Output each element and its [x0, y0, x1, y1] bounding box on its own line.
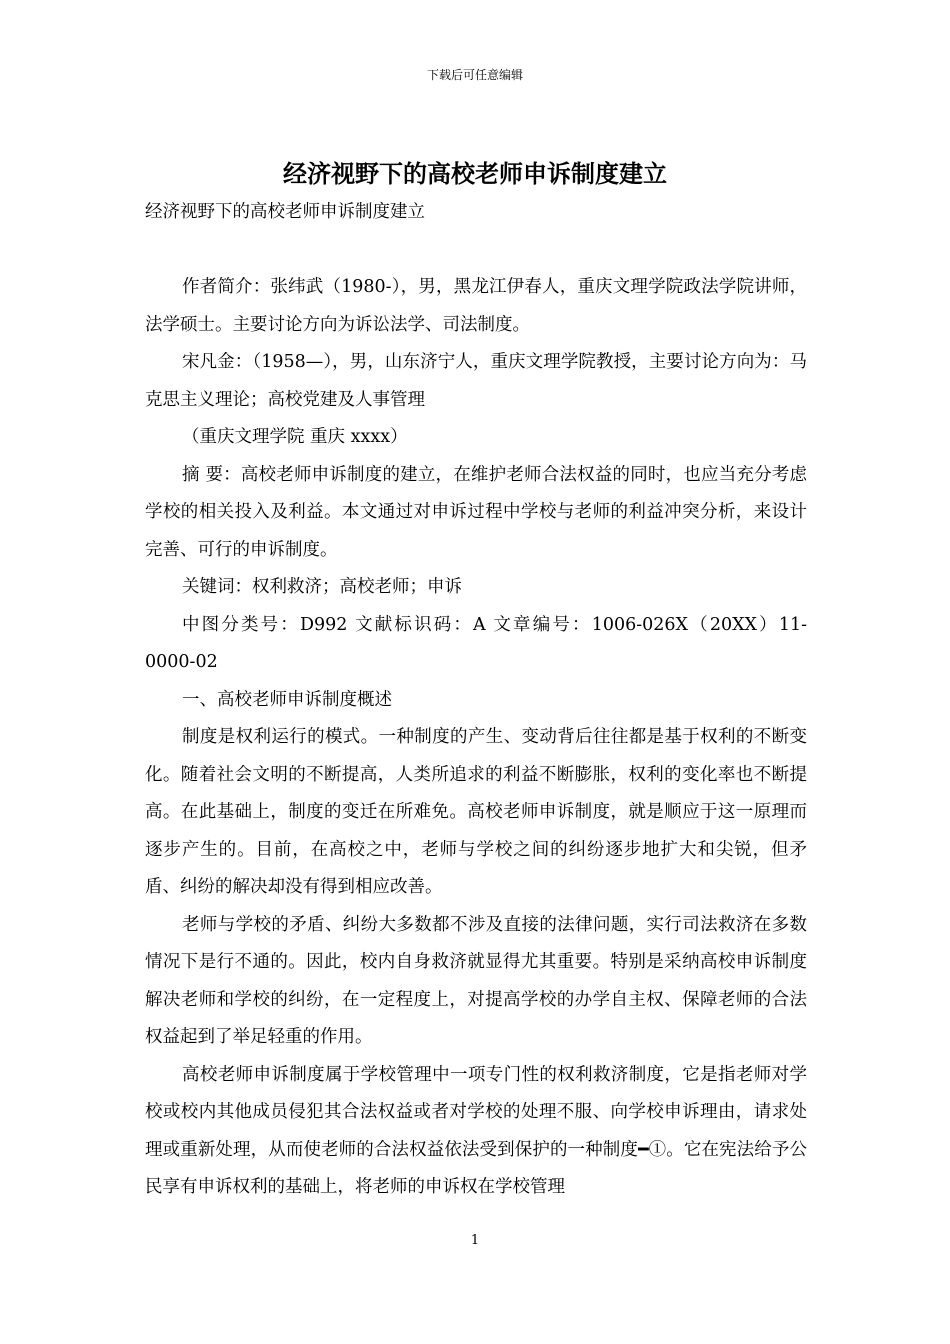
document-subtitle: 经济视野下的高校老师申诉制度建立	[145, 202, 425, 222]
page-number: 1	[470, 1233, 480, 1248]
blank-line	[145, 232, 807, 270]
classification-info: 中图分类号：D992 文献标识码：A 文章编号：1006-026X（20XX）11-0000-02	[145, 614, 807, 672]
paragraph-3: 高校老师申诉制度属于学校管理中一项专门性的权利救济制度，它是指老师对学校或校内其他成员侵犯其合法权益或者对学校的处理不服、向学校申诉理由，请求处理或重新处理，从而使老师的合法权益依法受到保护的一种制度━①。它在宪法给予公民享有申诉权利的基础上，将老师的申诉权在学校管理	[145, 1064, 807, 1197]
affiliation: （重庆文理学院 重庆 xxxx）	[182, 427, 408, 447]
keywords: 关键词：权利救济；高校老师；申诉	[182, 577, 462, 597]
paragraph-1: 制度是权利运行的模式。一种制度的产生、变动背后往往都是基于权利的不断变化。随着社会文明的不断提高，人类所追求的利益不断膨胀，权利的变化率也不断提高。在此基础上，制度的变迁在所难免。高校老师申诉制度，就是顺应于这一原理而逐步产生的。目前，在高校之中，老师与学校之间的纠纷逐步地扩大和尖锐，但矛盾、纠纷的解决却没有得到相应改善。	[145, 727, 807, 897]
document-body	[145, 194, 807, 1207]
page-header: 下载后可任意编辑	[426, 68, 523, 82]
section-heading-1: 一、高校老师申诉制度概述	[182, 689, 392, 710]
paragraph-2: 老师与学校的矛盾、纠纷大多数都不涉及直接的法律问题，实行司法救济在多数情况下是行不通的。因此，校内自身救济就显得尤其重要。特别是采纳高校申诉制度解决老师和学校的纠纷，在一定程度上，对提高学校的办学自主权、保障老师的合法权益起到了举足轻重的作用。	[145, 914, 807, 1047]
document-title: 经济视野下的高校老师申诉制度建立	[283, 160, 667, 188]
author-intro-2: 宋凡金：（1958—），男，山东济宁人，重庆文理学院教授，主要讨论方向为：马克思主义理论；高校党建及人事管理	[145, 352, 807, 410]
abstract: 摘 要：高校老师申诉制度的建立，在维护老师合法权益的同时，也应当充分考虑学校的相关投入及利益。本文通过对申诉过程中学校与老师的利益冲突分析，来设计完善、可行的申诉制度。	[145, 464, 807, 560]
author-intro-1: 作者简介：张纬武（1980-），男，黑龙江伊春人，重庆文理学院政法学院讲师，法学硕士。主要讨论方向为诉讼法学、司法制度。	[145, 277, 807, 335]
